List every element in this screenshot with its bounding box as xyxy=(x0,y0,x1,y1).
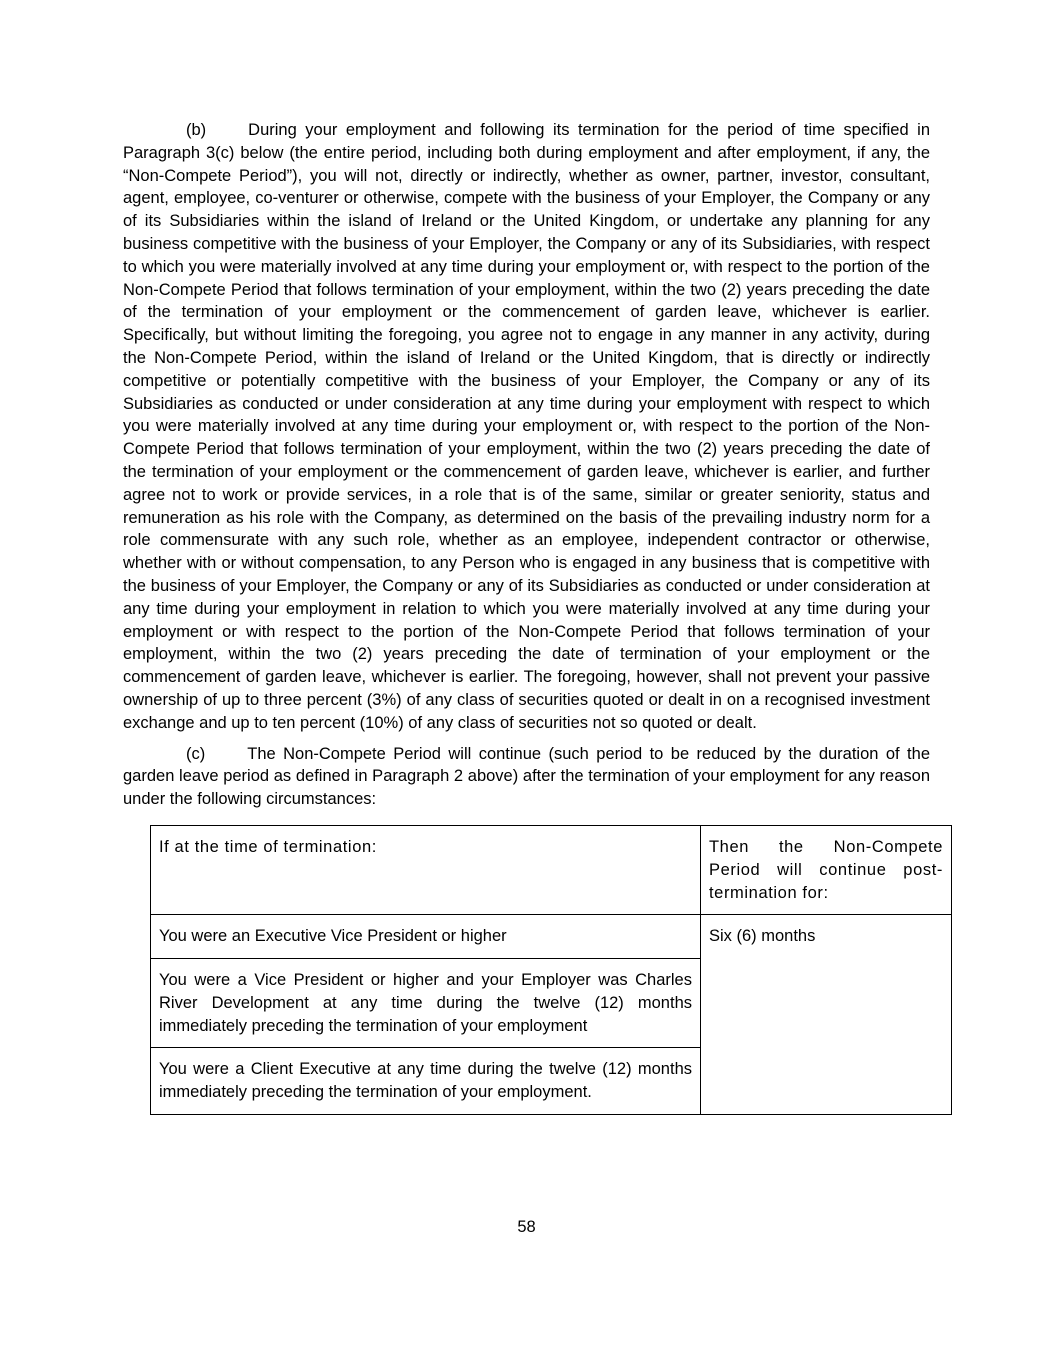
table-row-condition: You were a Vice President or higher and your Employer was Charles River Development at any time during the twelve (12) months immediately preceding the termination of your employment xyxy=(151,959,701,1048)
table-row-condition: You were a Client Executive at any time during the twelve (12) months immediately preceding the termination of your employment. xyxy=(151,1048,701,1115)
table-result-cell: Six (6) months xyxy=(701,915,952,1115)
page-number: 58 xyxy=(517,1218,536,1237)
paragraph-c-text: The Non-Compete Period will continue (such period to be reduced by the duration of the garden leave period as defined in Paragraph 2 above) after the termination of your employment for any reason under the following circumstances: xyxy=(123,744,930,809)
paragraph-c-label: (c) xyxy=(186,744,206,763)
paragraph-c xyxy=(123,743,930,811)
non-compete-period-table xyxy=(150,825,952,1115)
table-row-condition: You were an Executive Vice President or higher xyxy=(151,915,701,959)
table-header-condition: If at the time of termination: xyxy=(151,825,701,914)
paragraph-b-text: During your employment and following its termination for the period of time specified in Paragraph 3(c) below (the entire period, including both during employment and after employment, if any, the “Non-Compete Period”), you will not, directly or indirectly, whether as owner, partner, investor, consultant, agent, employee, co-venturer or otherwise, compete with the business of your Employer, the Company or any of its Subsidiaries within the island of Ireland or the United Kingdom, or undertake any planning for any business competitive with the business of your Employer, the Company or any of its Subsidiaries, with respect to which you were materially involved at any time during your employment or, with respect to the portion of the Non-Compete Period that follows termination of your employment, within the two (2) years preceding the date of the termination of your employment or the commencement of garden leave, whichever is earlier. Specifically, but without limiting the foregoing, you agree not to engage in any manner in any activity, during the Non-Compete Period, within the island of Ireland or the United Kingdom, that is directly or indirectly competitive or potentially competitive with the business of your Employer, the Company or any of its Subsidiaries as conducted or under consideration at any time during your employment with respect to which you were materially involved at any time during your employment or, with respect to the portion of the Non-Compete Period that follows termination of your employment, within the two (2) years preceding the date of the termination of your employment or the commencement of garden leave, whichever is earlier, and further agree not to work or provide services, in a role that is of the same, similar or greater seniority, status and remuneration as his role with the Company, as determined on the basis of the prevailing industry norm for a role commensurate with any such role, whether as an employee, independent contractor or otherwise, whether with or without compensation, to any Person who is engaged in any business that is competitive with the business of your Employer, the Company or any of its Subsidiaries as conducted or under consideration at any time during your employment in relation to which you were materially involved at any time during your employment or with respect to the portion of the Non-Compete Period that follows termination of your employment, within the two (2) years preceding the date of termination of your employment or the commencement of garden leave, whichever is earlier. The foregoing, however, shall not prevent your passive ownership of up to three percent (3%) of any class of securities quoted or dealt in on a recognised investment exchange and up to ten percent (10%) of any class of securities not so quoted or dealt. xyxy=(123,121,930,732)
table-header-result: Then the Non-Compete Period will continue post-termination for: xyxy=(701,825,952,914)
paragraph-b xyxy=(123,119,930,735)
table-row xyxy=(151,915,952,959)
paragraph-b-label: (b) xyxy=(186,121,207,139)
table-header-row xyxy=(151,825,952,914)
